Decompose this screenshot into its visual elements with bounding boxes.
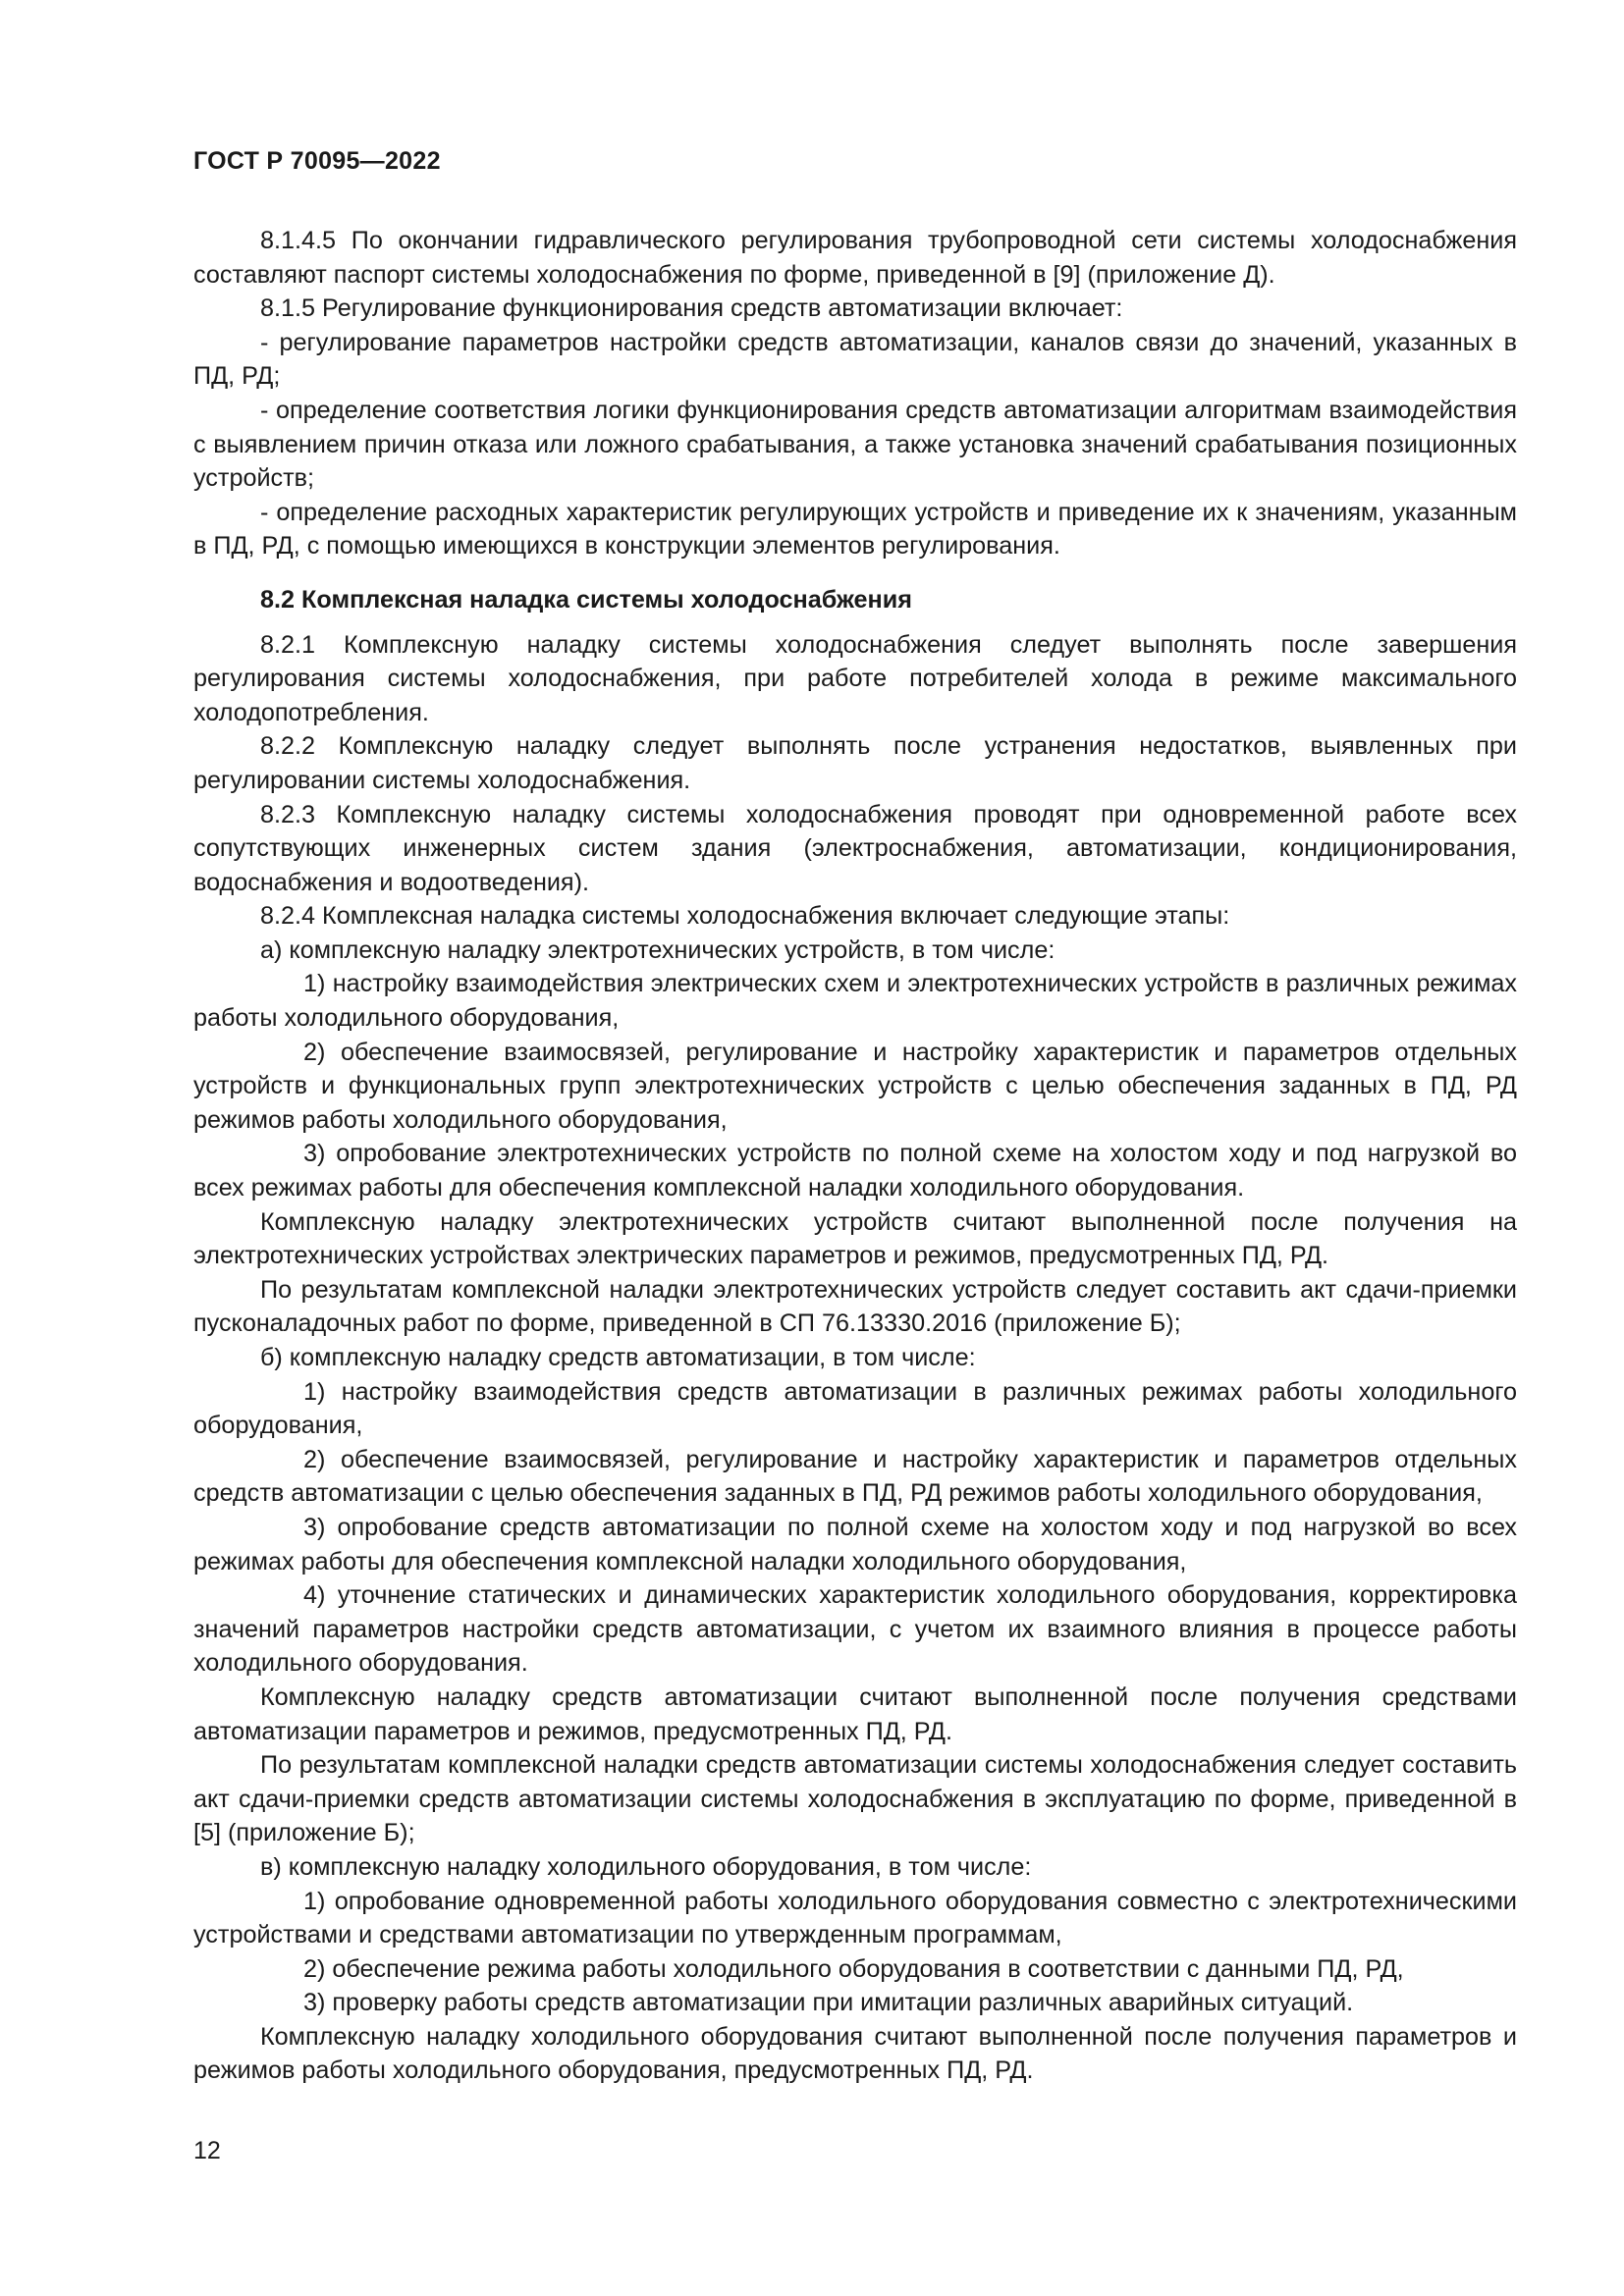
list-item: а) комплексную наладку электротехнических устройств, в том числе: [260,935,1056,964]
paragraph: Комплексную наладку электротехнических устройств считают выполненной после получения на электротехнических устройствах электрических параметров и режимов, предусмотренных ПД, РД. [193,1207,1517,1270]
paragraph: 8.2.1 Комплексную наладку системы холодоснабжения следует выполнять после завершения регулирования системы холодоснабжения, при работе потребителей холода в режиме максимального холодопотребления. [193,630,1517,726]
paragraph: По результатам комплексной наладки электротехнических устройств следует составить акт сдачи-приемки пусконаладочных работ по форме, приведенной в СП 76.13330.2016 (приложение Б); [193,1275,1517,1338]
list-item: б) комплексную наладку средств автоматизации, в том числе: [260,1344,976,1371]
sub-list-item: 2) обеспечение режима работы холодильного оборудования в соответствии с данными ПД, РД, [303,1954,1404,1983]
document-body [193,224,1517,2088]
section-heading: 8.2 Комплексная наладка системы холодоснабжения [260,585,912,614]
page-number: 12 [193,2137,221,2164]
sub-list-item: 2) обеспечение взаимосвязей, регулирование и настройку характеристик и параметров отдельных средств автоматизации с целью обеспечения заданных в ПД, РД режимов работы холодильного оборудования, [193,1445,1517,1508]
paragraph: 8.2.2 Комплексную наладку следует выполнять после устранения недостатков, выявленных при регулировании системы холодоснабжения. [193,732,1517,794]
list-item: - регулирование параметров настройки средств автоматизации, каналов связи до значений, указанных в ПД, РД; [193,328,1517,391]
paragraph: Комплексную наладку средств автоматизации считают выполненной после получения средствами автоматизации параметров и режимов, предусмотренных ПД, РД. [193,1682,1517,1745]
sub-list-item: 1) настройку взаимодействия средств автоматизации в различных режимах работы холодильного оборудования, [193,1377,1517,1440]
sub-list-item: 1) опробование одновременной работы холодильного оборудования совместно с электротехническими устройствами и средствами автоматизации по утвержденным программам, [193,1887,1517,1949]
sub-list-item: 3) опробование средств автоматизации по полной схеме на холостом ходу и под нагрузкой во всех режимах работы для обеспечения комплексной наладки холодильного оборудования, [193,1513,1517,1575]
document-code-header: ГОСТ Р 70095—2022 [193,147,441,175]
sub-list-item: 3) опробование электротехнических устройств по полной схеме на холостом ходу и под нагрузкой во всех режимах работы для обеспечения комплексной наладки холодильного оборудования. [193,1140,1517,1202]
list-item: - определение соответствия логики функционирования средств автоматизации алгоритмам взаимодействия с выявлением причин отказа или ложного срабатывания, а также установка значений срабатывания позиционных устройств; [193,396,1517,493]
sub-list-item: 1) настройку взаимодействия электрических схем и электротехнических устройств в различных режимах работы холодильного оборудования, [193,970,1517,1033]
paragraph: 8.2.4 Комплексная наладка системы холодоснабжения включает следующие этапы: [260,902,1230,931]
paragraph: Комплексную наладку холодильного оборудования считают выполненной после получения параметров и режимов работы холодильного оборудования, предусмотренных ПД, РД. [193,2022,1517,2085]
list-item: - определение расходных характеристик регулирующих устройств и приведение их к значениям, указанным в ПД, РД, с помощью имеющихся в конструкции элементов регулирования. [193,498,1517,561]
paragraph: 8.1.4.5 По окончании гидравлического регулирования трубопроводной сети системы холодоснабжения составляют паспорт системы холодоснабжения по форме, приведенной в [9] (приложение Д). [193,227,1517,289]
paragraph: По результатам комплексной наладки средств автоматизации системы холодоснабжения следует составить акт сдачи-приемки средств автоматизации системы холодоснабжения в эксплуатацию по форме, приведенной в [5] (приложение Б); [193,1751,1517,1847]
paragraph: 8.2.3 Комплексную наладку системы холодоснабжения проводят при одновременной работе всех сопутствующих инженерных систем здания (электроснабжения, автоматизации, кондиционирования, водоснабжения и водоотведения). [193,800,1517,896]
paragraph: 8.1.5 Регулирование функционирования средств автоматизации включает: [260,294,1123,323]
sub-list-item: 4) уточнение статических и динамических характеристик холодильного оборудования, корректировка значений параметров настройки средств автоматизации, с учетом их взаимного влияния в процессе работы холодильного оборудования. [193,1581,1517,1678]
sub-list-item: 3) проверку работы средств автоматизации при имитации различных аварийных ситуаций. [303,1989,1354,2017]
list-item: в) комплексную наладку холодильного оборудования, в том числе: [260,1852,1032,1881]
sub-list-item: 2) обеспечение взаимосвязей, регулирование и настройку характеристик и параметров отдельных устройств и функциональных групп электротехнических устройств с целью обеспечения заданных в ПД, РД режимов работы холодильного оборудования, [193,1038,1517,1134]
